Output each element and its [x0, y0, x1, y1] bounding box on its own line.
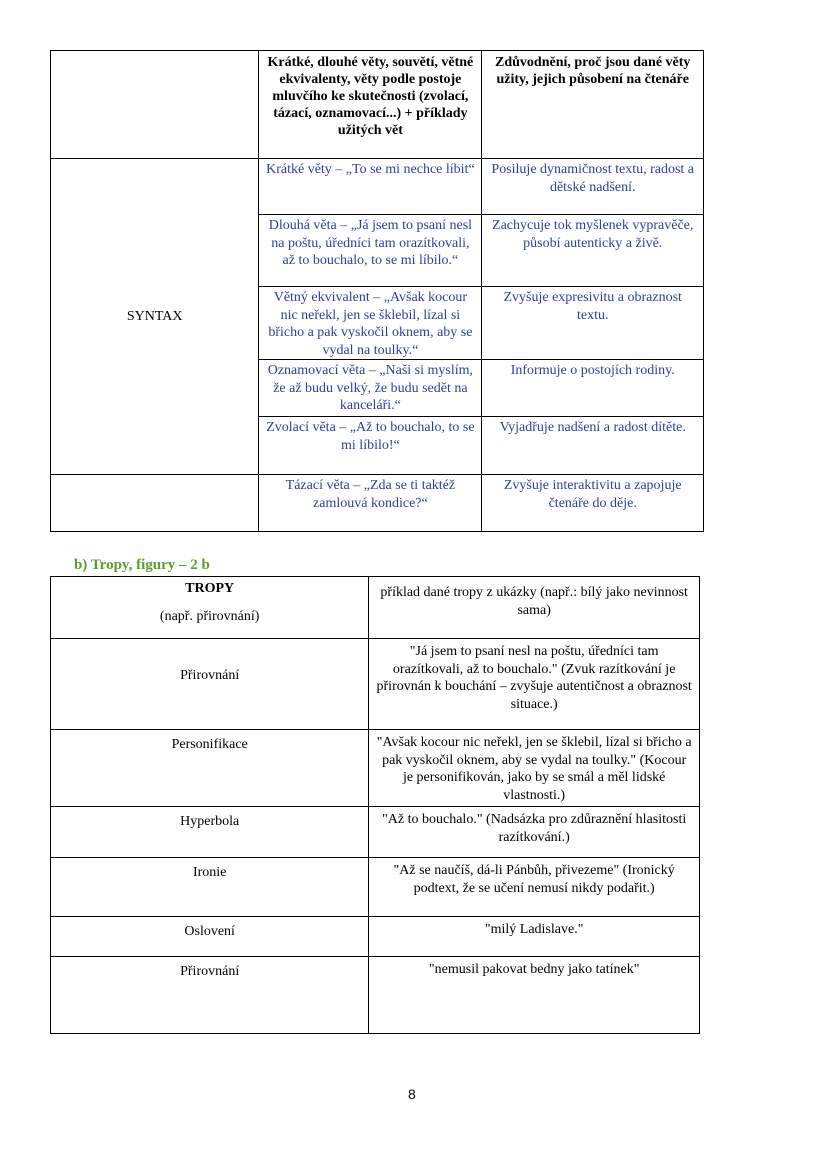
syntax-label-cell — [51, 51, 259, 159]
syntax-reason: Informuje o postojích rodiny. — [482, 360, 704, 417]
syntax-example: Krátké věty – „To se mi nechce líbit“ — [259, 159, 482, 215]
tropy-name: Přirovnání — [51, 639, 369, 730]
syntax-header-sentence-types: Krátké, dlouhé věty, souvětí, větné ekvivalenty, věty podle postoje mluvčího ke skutečnosti (zvolací, tázací, oznamovací...) + příklady užitých vět — [259, 51, 482, 159]
tropy-example: "milý Ladislave." — [369, 917, 700, 957]
page-number: 8 — [408, 1086, 416, 1102]
syntax-example: Větný ekvivalent – „Avšak kocour nic neřekl, jen se šklebil, lízal si břicho a pak vyskočil oknem, aby se vydal na toulky.“ — [259, 287, 482, 360]
syntax-example: Dlouhá věta – „Já jsem to psaní nesl na poštu, úředníci tam orazítkovali, až to bouchalo, to se mi líbilo.“ — [259, 215, 482, 287]
syntax-example: Tázací věta – „Zda se ti taktéž zamlouvá kondice?“ — [259, 475, 482, 532]
section-heading-tropy: b) Tropy, figury – 2 b — [74, 557, 210, 573]
syntax-reason: Posiluje dynamičnost textu, radost a dětské nadšení. — [482, 159, 704, 215]
syntax-reason: Zachycuje tok myšlenek vypravěče, působí autenticky a živě. — [482, 215, 704, 287]
syntax-reason: Zvyšuje expresivitu a obraznost textu. — [482, 287, 704, 360]
tropy-table — [50, 576, 700, 1034]
tropy-header-cell — [51, 577, 369, 639]
tropy-example: "Já jsem to psaní nesl na poštu, úředníci tam orazítkovali, až to bouchalo." (Zvuk razítkování je přirovnán k bouchání – zvyšuje autentičnost a obraznost situace.) — [369, 639, 700, 730]
tropy-name: Ironie — [51, 858, 369, 917]
tropy-example: "Až se naučíš, dá-li Pánbůh, přivezeme" (Ironický podtext, že se učení nemusí nikdy podařit.) — [369, 858, 700, 917]
syntax-reason: Vyjadřuje nadšení a radost dítěte. — [482, 417, 704, 475]
tropy-example: "Avšak kocour nic neřekl, jen se šklebil, lízal si břicho a pak vyskočil oknem, aby se vydal na toulky." (Kocour je personifikován, jako by se smál a měl lidské vlastnosti.) — [369, 730, 700, 807]
syntax-label: SYNTAX — [51, 159, 259, 475]
tropy-example: "nemusil pakovat bedny jako tatínek" — [369, 957, 700, 1034]
syntax-empty-cell — [51, 475, 259, 532]
tropy-name: Personifikace — [51, 730, 369, 807]
tropy-name: Přirovnání — [51, 957, 369, 1034]
syntax-example: Zvolací věta – „Až to bouchalo, to se mi líbilo!“ — [259, 417, 482, 475]
tropy-header-example: příklad dané tropy z ukázky (např.: bílý jako nevinnost sama) — [369, 577, 700, 639]
tropy-header-title: TROPY — [185, 581, 235, 596]
tropy-header-subtitle: (např. přirovnání) — [159, 608, 260, 624]
syntax-example: Oznamovací věta – „Naši si myslím, že až budu velký, že budu sedět na kanceláři.“ — [259, 360, 482, 417]
tropy-name: Hyperbola — [51, 807, 369, 858]
tropy-name: Oslovení — [51, 917, 369, 957]
syntax-table — [50, 50, 704, 532]
tropy-example: "Až to bouchalo." (Nadsázka pro zdůraznění hlasitosti razítkování.) — [369, 807, 700, 858]
syntax-reason: Zvyšuje interaktivitu a zapojuje čtenáře do děje. — [482, 475, 704, 532]
syntax-header-reasons: Zdůvodnění, proč jsou dané věty užity, jejich působení na čtenáře — [482, 51, 704, 159]
